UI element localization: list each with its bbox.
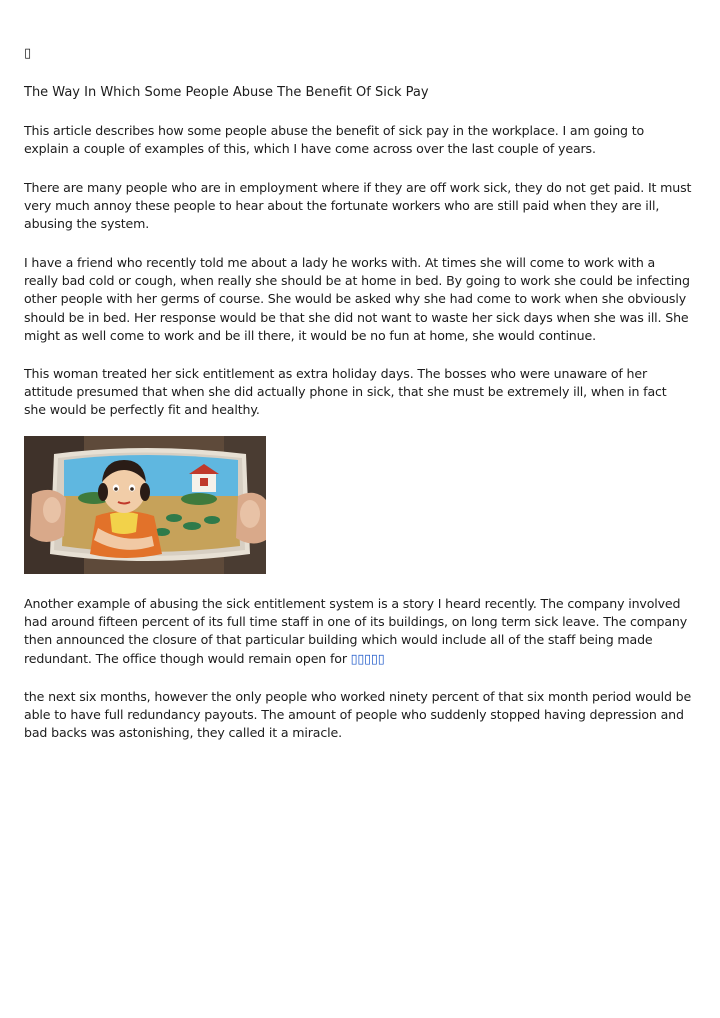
- paragraph-2: There are many people who are in employment where if they are off work sick, they do not get paid. It must very much annoy these people to hear about the fortunate workers who are still paid when they are ill, abusing the system.: [24, 180, 692, 232]
- paragraph-3: I have a friend who recently told me about a lady he works with. At times she will come to work with a really bad cold or cough, when really she should be at home in bed. By going to work she could be infecting other people with her germs of course. She would be asked why she had come to work when she obviously should be in bed. Her response would be that she did not want to waste her sick days when she was ill. She might as well come to work and be ill there, it would be no fun at home, she would continue.: [24, 255, 690, 343]
- inline-link[interactable]: ▯▯▯▯▯: [350, 650, 385, 666]
- paragraph-5-text: Another example of abusing the sick entitlement system is a story I heard recently. The company involved had around fifteen percent of its full time staff in one of its buildings, on long term sick leave. The company then announced the closure of that particular building which would include all of the staff being made redundant. The office though would remain open for: [24, 596, 688, 666]
- paragraph-6: the next six months, however the only people who worked ninety percent of that six month period would be able to have full redundancy payouts. The amount of people who suddenly stopped having depression and bad backs was astonishing, they called it a miracle.: [24, 689, 692, 741]
- paragraph-5: [24, 595, 692, 668]
- paragraph-1: This article describes how some people abuse the benefit of sick pay in the workplace. I am going to explain a couple of examples of this, which I have come across over the last couple of years.: [24, 123, 645, 157]
- article-title: The Way In Which Some People Abuse The Benefit Of Sick Pay: [24, 85, 429, 100]
- paragraph-4: This woman treated her sick entitlement as extra holiday days. The bosses who were unaware of her attitude presumed that when she did actually phone in sick, that she must be extremely ill, when in fact she would be perfectly fit and healthy.: [24, 366, 667, 418]
- missing-glyph-icon: ▯: [24, 46, 32, 61]
- article-image: [24, 436, 266, 574]
